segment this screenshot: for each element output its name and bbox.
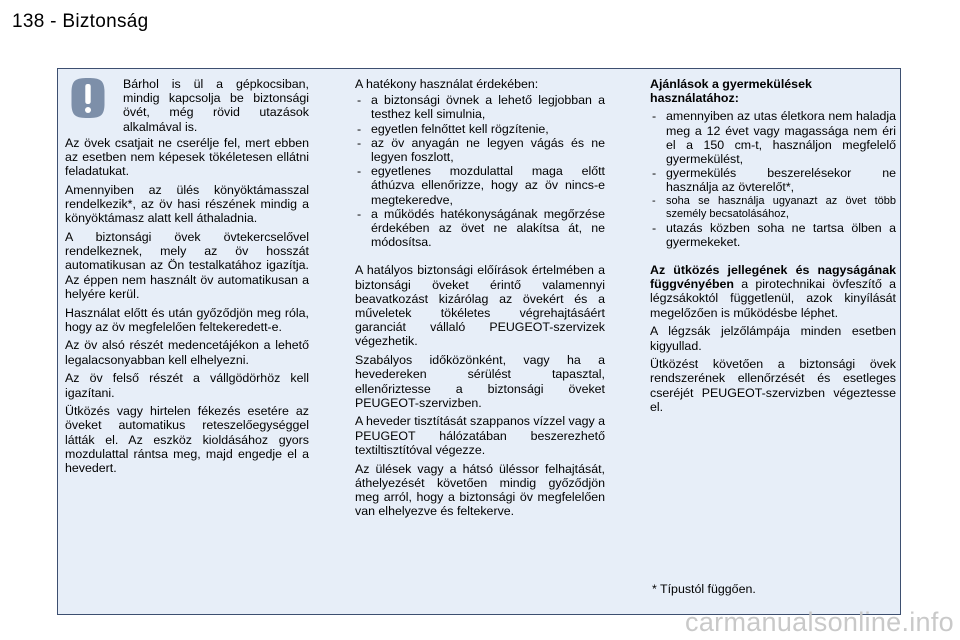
intro-text: Bárhol is ül a gépkocsiban, mindig kapcsolja be biztonsági övét, még rövid utazások alkalmával is.	[123, 77, 309, 134]
paragraph: A heveder tisztítását szappanos vízzel vagy a PEUGEOT hálózatában beszerezhető textiltisztítóval végezze.	[355, 414, 606, 457]
list-item: - egyetlen felnőttet kell rögzítenie,	[355, 122, 605, 136]
page-title: 138 - Biztonság	[12, 11, 149, 32]
pretensioner-paragraph	[650, 263, 896, 320]
paragraph: Az övek csatjait ne cserélje fel, mert ebben az esetben nem képesek tökéletesen ellátni feladatukat.	[65, 135, 309, 179]
paragraph: Használat előtt és után győződjön meg róla, hogy az öv megfelelően feltekeredett-e.	[65, 305, 309, 334]
list-item: - utazás közben soha ne tartsa ölben a gyermekeket.	[650, 221, 896, 249]
list-item: - soha se használja ugyanazt az övet több személy becsatolásához,	[650, 195, 896, 221]
list-item: - az öv anyagán ne legyen vágás és ne legyen foszlott,	[355, 136, 605, 164]
paragraph: Amennyiben az ülés könyöktámasszal rendelkezik*, az öv hasi részének mindig a könyöktámasz alatt kell áthaladnia.	[65, 182, 309, 226]
column-child-seats	[650, 77, 896, 419]
child-seat-list	[650, 109, 896, 249]
paragraph: A légzsák jelzőlámpája minden esetben kigyullad.	[650, 324, 896, 353]
list-item: - egyetlenes mozdulattal maga előtt áthúzva ellenőrizze, hogy az öv nincs-e megtekeredve,	[355, 164, 605, 207]
paragraph: A biztonsági övek övtekercselővel rendelkeznek, mely az öv hosszát automatikusan az Ön testalkatához igazítja. Az éppen nem használt öv automatikusan a helyére kerül.	[65, 230, 309, 301]
effective-use-list	[355, 93, 605, 249]
watermark: carmanualsonline.info	[685, 607, 954, 637]
paragraph: Az öv felső részét a vállgödörhöz kell igazítani.	[65, 371, 309, 400]
paragraph: Ütközést követően a biztonsági övek rendszerének ellenőrzését és esetleges cseréjét PEUGEOT-szervizben végeztesse el.	[650, 357, 896, 414]
list-intro: A hatékony használat érdekében:	[355, 77, 539, 91]
paragraph: Az öv alsó részét medencetájékon a lehető legalacsonyabban kell elhelyezni.	[65, 338, 309, 367]
pretensioner-text: a pirotechnikai övfeszítő a légzsákoktól függetlenül, azok kinyílását megelőzően is működésbe léphet.	[650, 277, 896, 320]
paragraph: Szabályos időközönként, vagy ha a hevedereken sérülést tapasztal, ellenőriztesse a biztonsági öveket PEUGEOT-szervizben.	[355, 353, 605, 410]
paragraph: Ütközés vagy hirtelen fékezés esetére az öveket automatikus reteszelőegységgel látták el. Az eszköz kioldásához gyors mozdulattal rántsa meg, majd engedje el a hevedert.	[65, 404, 309, 476]
list-item: - amennyiben az utas életkora nem haladja meg a 12 évet vagy magassága nem éri el a 150 cm-t, használjon megfelelő gyermekülést,	[650, 109, 896, 166]
list-item: - gyermekülés beszerelésekor ne használja az övterelőt*,	[650, 166, 896, 194]
footnote: * Típustól függően.	[652, 582, 756, 596]
paragraph: Az ülések vagy a hátsó üléssor felhajtását, áthelyezését követően mindig győződjön meg arról, hogy a biztonsági öv megfelelően van elhelyezve és feltekerve.	[355, 461, 605, 519]
pretensioner-bold: Az ütközés jellegének és nagyságának függvényében	[650, 263, 896, 292]
column-seatbelt-general	[65, 77, 309, 480]
section-heading: Ajánlások a gyermekülések használatához:	[650, 77, 812, 106]
paragraph: A hatályos biztonsági előírások értelmében a biztonsági öveket érintő valamennyi beavatkozást kizárólag az övekért és a műveletek tökéletes végrehajtásáért garanciát vállaló PEUGEOT-szervizek végezhetik.	[355, 263, 605, 349]
content-panel	[57, 68, 901, 615]
column-effective-use	[355, 77, 605, 523]
list-item: - a biztonsági övnek a lehető legjobban a testhez kell simulnia,	[355, 93, 605, 121]
list-item: - a működés hatékonyságának megőrzése érdekében az övet ne alakítsa át, ne módosítsa.	[355, 207, 605, 250]
